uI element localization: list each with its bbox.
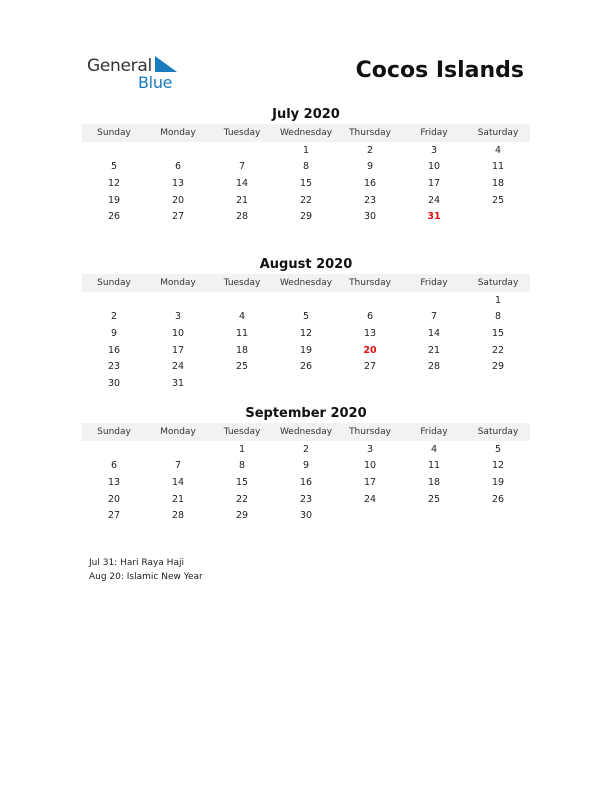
weekday-label: Tuesday xyxy=(223,427,261,437)
weekday-label: Monday xyxy=(160,427,196,437)
day-cell: 3 xyxy=(366,443,374,455)
weekday-label: Saturday xyxy=(477,278,519,288)
day-cell: 5 xyxy=(110,161,118,173)
weekday-label: Friday xyxy=(420,278,448,288)
week-row xyxy=(82,342,530,359)
day-cell: 7 xyxy=(238,161,246,173)
day-cell: 19 xyxy=(299,344,313,356)
day-cell: 12 xyxy=(299,327,313,339)
day-cell: 29 xyxy=(235,510,249,522)
day-cell: 2 xyxy=(366,144,374,156)
day-cell: 21 xyxy=(427,344,441,356)
day-cell: 18 xyxy=(235,344,249,356)
day-cell: 1 xyxy=(494,294,502,306)
day-cell: 12 xyxy=(491,460,505,472)
day-cell: 6 xyxy=(174,161,182,173)
month-july xyxy=(82,106,530,225)
day-cell: 5 xyxy=(302,311,310,323)
week-row xyxy=(82,159,530,176)
weekday-label: Friday xyxy=(420,427,448,437)
day-cell: 31 xyxy=(427,211,441,223)
day-cell: 5 xyxy=(494,443,502,455)
weekday-label: Wednesday xyxy=(279,278,333,288)
day-cell: 18 xyxy=(427,476,441,488)
day-cell: 17 xyxy=(363,476,377,488)
logo-triangle-icon xyxy=(155,56,177,72)
weekday-header xyxy=(82,124,530,142)
day-cell: 9 xyxy=(366,161,374,173)
day-cell: 20 xyxy=(171,194,185,206)
day-cell: 9 xyxy=(110,327,118,339)
day-cell: 1 xyxy=(302,144,310,156)
day-cell: 10 xyxy=(363,460,377,472)
day-cell: 6 xyxy=(110,460,118,472)
weekday-label: Wednesday xyxy=(279,128,333,138)
day-cell: 27 xyxy=(363,361,377,373)
month-title: September 2020 xyxy=(245,406,367,421)
day-cell: 15 xyxy=(235,476,249,488)
weekday-label: Thursday xyxy=(349,128,391,138)
day-cell: 20 xyxy=(107,493,121,505)
weekday-label: Monday xyxy=(160,278,196,288)
day-cell: 12 xyxy=(107,177,121,189)
day-cell: 26 xyxy=(299,361,313,373)
day-cell: 14 xyxy=(171,476,185,488)
day-cell: 13 xyxy=(107,476,121,488)
day-cell: 16 xyxy=(107,344,121,356)
day-cell: 17 xyxy=(171,344,185,356)
day-cell: 4 xyxy=(238,311,246,323)
day-cell: 8 xyxy=(302,161,310,173)
day-cell: 21 xyxy=(171,493,185,505)
week-row xyxy=(82,325,530,342)
day-cell: 29 xyxy=(299,211,313,223)
day-cell: 22 xyxy=(299,194,313,206)
generalblue-logo xyxy=(87,54,187,94)
day-cell: 14 xyxy=(427,327,441,339)
day-cell: 8 xyxy=(494,311,502,323)
weekday-label: Tuesday xyxy=(223,278,261,288)
day-cell: 6 xyxy=(366,311,374,323)
day-cell: 24 xyxy=(427,194,441,206)
day-cell: 23 xyxy=(363,194,377,206)
weekday-label: Sunday xyxy=(97,427,131,437)
day-cell: 3 xyxy=(174,311,182,323)
week-row xyxy=(82,358,530,375)
month-september xyxy=(82,405,530,524)
month-august xyxy=(82,256,530,392)
day-cell: 30 xyxy=(107,377,121,389)
day-cell: 30 xyxy=(363,211,377,223)
day-cell: 11 xyxy=(427,460,441,472)
logo-text-general: General xyxy=(87,56,152,76)
day-cell: 18 xyxy=(491,177,505,189)
day-cell: 20 xyxy=(363,344,377,356)
day-cell: 30 xyxy=(299,510,313,522)
weekday-header xyxy=(82,274,530,292)
week-row xyxy=(82,507,530,524)
day-cell: 11 xyxy=(235,327,249,339)
day-cell: 24 xyxy=(363,493,377,505)
week-row xyxy=(82,142,530,159)
holiday-note: Aug 20: Islamic New Year xyxy=(89,572,203,582)
day-cell: 26 xyxy=(491,493,505,505)
week-row xyxy=(82,309,530,326)
day-cell: 11 xyxy=(491,161,505,173)
weekday-label: Thursday xyxy=(349,427,391,437)
day-cell: 29 xyxy=(491,361,505,373)
day-cell: 23 xyxy=(299,493,313,505)
weekday-label: Tuesday xyxy=(223,128,261,138)
weekday-label: Sunday xyxy=(97,128,131,138)
week-row xyxy=(82,192,530,209)
day-cell: 21 xyxy=(235,194,249,206)
week-row xyxy=(82,175,530,192)
day-cell: 3 xyxy=(430,144,438,156)
weekday-label: Saturday xyxy=(477,427,519,437)
day-cell: 28 xyxy=(427,361,441,373)
day-cell: 23 xyxy=(107,361,121,373)
day-cell: 22 xyxy=(491,344,505,356)
month-title: July 2020 xyxy=(272,107,340,122)
day-cell: 24 xyxy=(171,361,185,373)
day-cell: 16 xyxy=(363,177,377,189)
weekday-label: Saturday xyxy=(477,128,519,138)
week-row xyxy=(82,491,530,508)
week-row xyxy=(82,441,530,458)
week-row xyxy=(82,375,530,392)
weekday-label: Monday xyxy=(160,128,196,138)
day-cell: 28 xyxy=(235,211,249,223)
weekday-label: Friday xyxy=(420,128,448,138)
day-cell: 27 xyxy=(171,211,185,223)
day-cell: 25 xyxy=(235,361,249,373)
day-cell: 22 xyxy=(235,493,249,505)
day-cell: 15 xyxy=(299,177,313,189)
day-cell: 31 xyxy=(171,377,185,389)
logo-text-blue: Blue xyxy=(138,73,173,92)
day-cell: 10 xyxy=(171,327,185,339)
day-cell: 7 xyxy=(430,311,438,323)
day-cell: 7 xyxy=(174,460,182,472)
weekday-label: Wednesday xyxy=(279,427,333,437)
day-cell: 19 xyxy=(107,194,121,206)
day-cell: 1 xyxy=(238,443,246,455)
day-cell: 25 xyxy=(491,194,505,206)
day-cell: 13 xyxy=(171,177,185,189)
weekday-header xyxy=(82,423,530,441)
holiday-notes xyxy=(89,556,203,584)
week-row xyxy=(82,292,530,309)
day-cell: 14 xyxy=(235,177,249,189)
day-cell: 4 xyxy=(430,443,438,455)
day-cell: 9 xyxy=(302,460,310,472)
holiday-note: Jul 31: Hari Raya Haji xyxy=(89,558,184,568)
day-cell: 8 xyxy=(238,460,246,472)
day-cell: 19 xyxy=(491,476,505,488)
day-cell: 27 xyxy=(107,510,121,522)
country-title: Cocos Islands xyxy=(355,58,524,83)
day-cell: 2 xyxy=(110,311,118,323)
day-cell: 26 xyxy=(107,211,121,223)
weekday-label: Sunday xyxy=(97,278,131,288)
day-cell: 13 xyxy=(363,327,377,339)
weekday-label: Thursday xyxy=(349,278,391,288)
day-cell: 15 xyxy=(491,327,505,339)
week-row xyxy=(82,458,530,475)
day-cell: 16 xyxy=(299,476,313,488)
day-cell: 2 xyxy=(302,443,310,455)
week-row xyxy=(82,208,530,225)
week-row xyxy=(82,474,530,491)
day-cell: 28 xyxy=(171,510,185,522)
day-cell: 4 xyxy=(494,144,502,156)
day-cell: 25 xyxy=(427,493,441,505)
day-cell: 10 xyxy=(427,161,441,173)
day-cell: 17 xyxy=(427,177,441,189)
month-title: August 2020 xyxy=(259,257,353,272)
